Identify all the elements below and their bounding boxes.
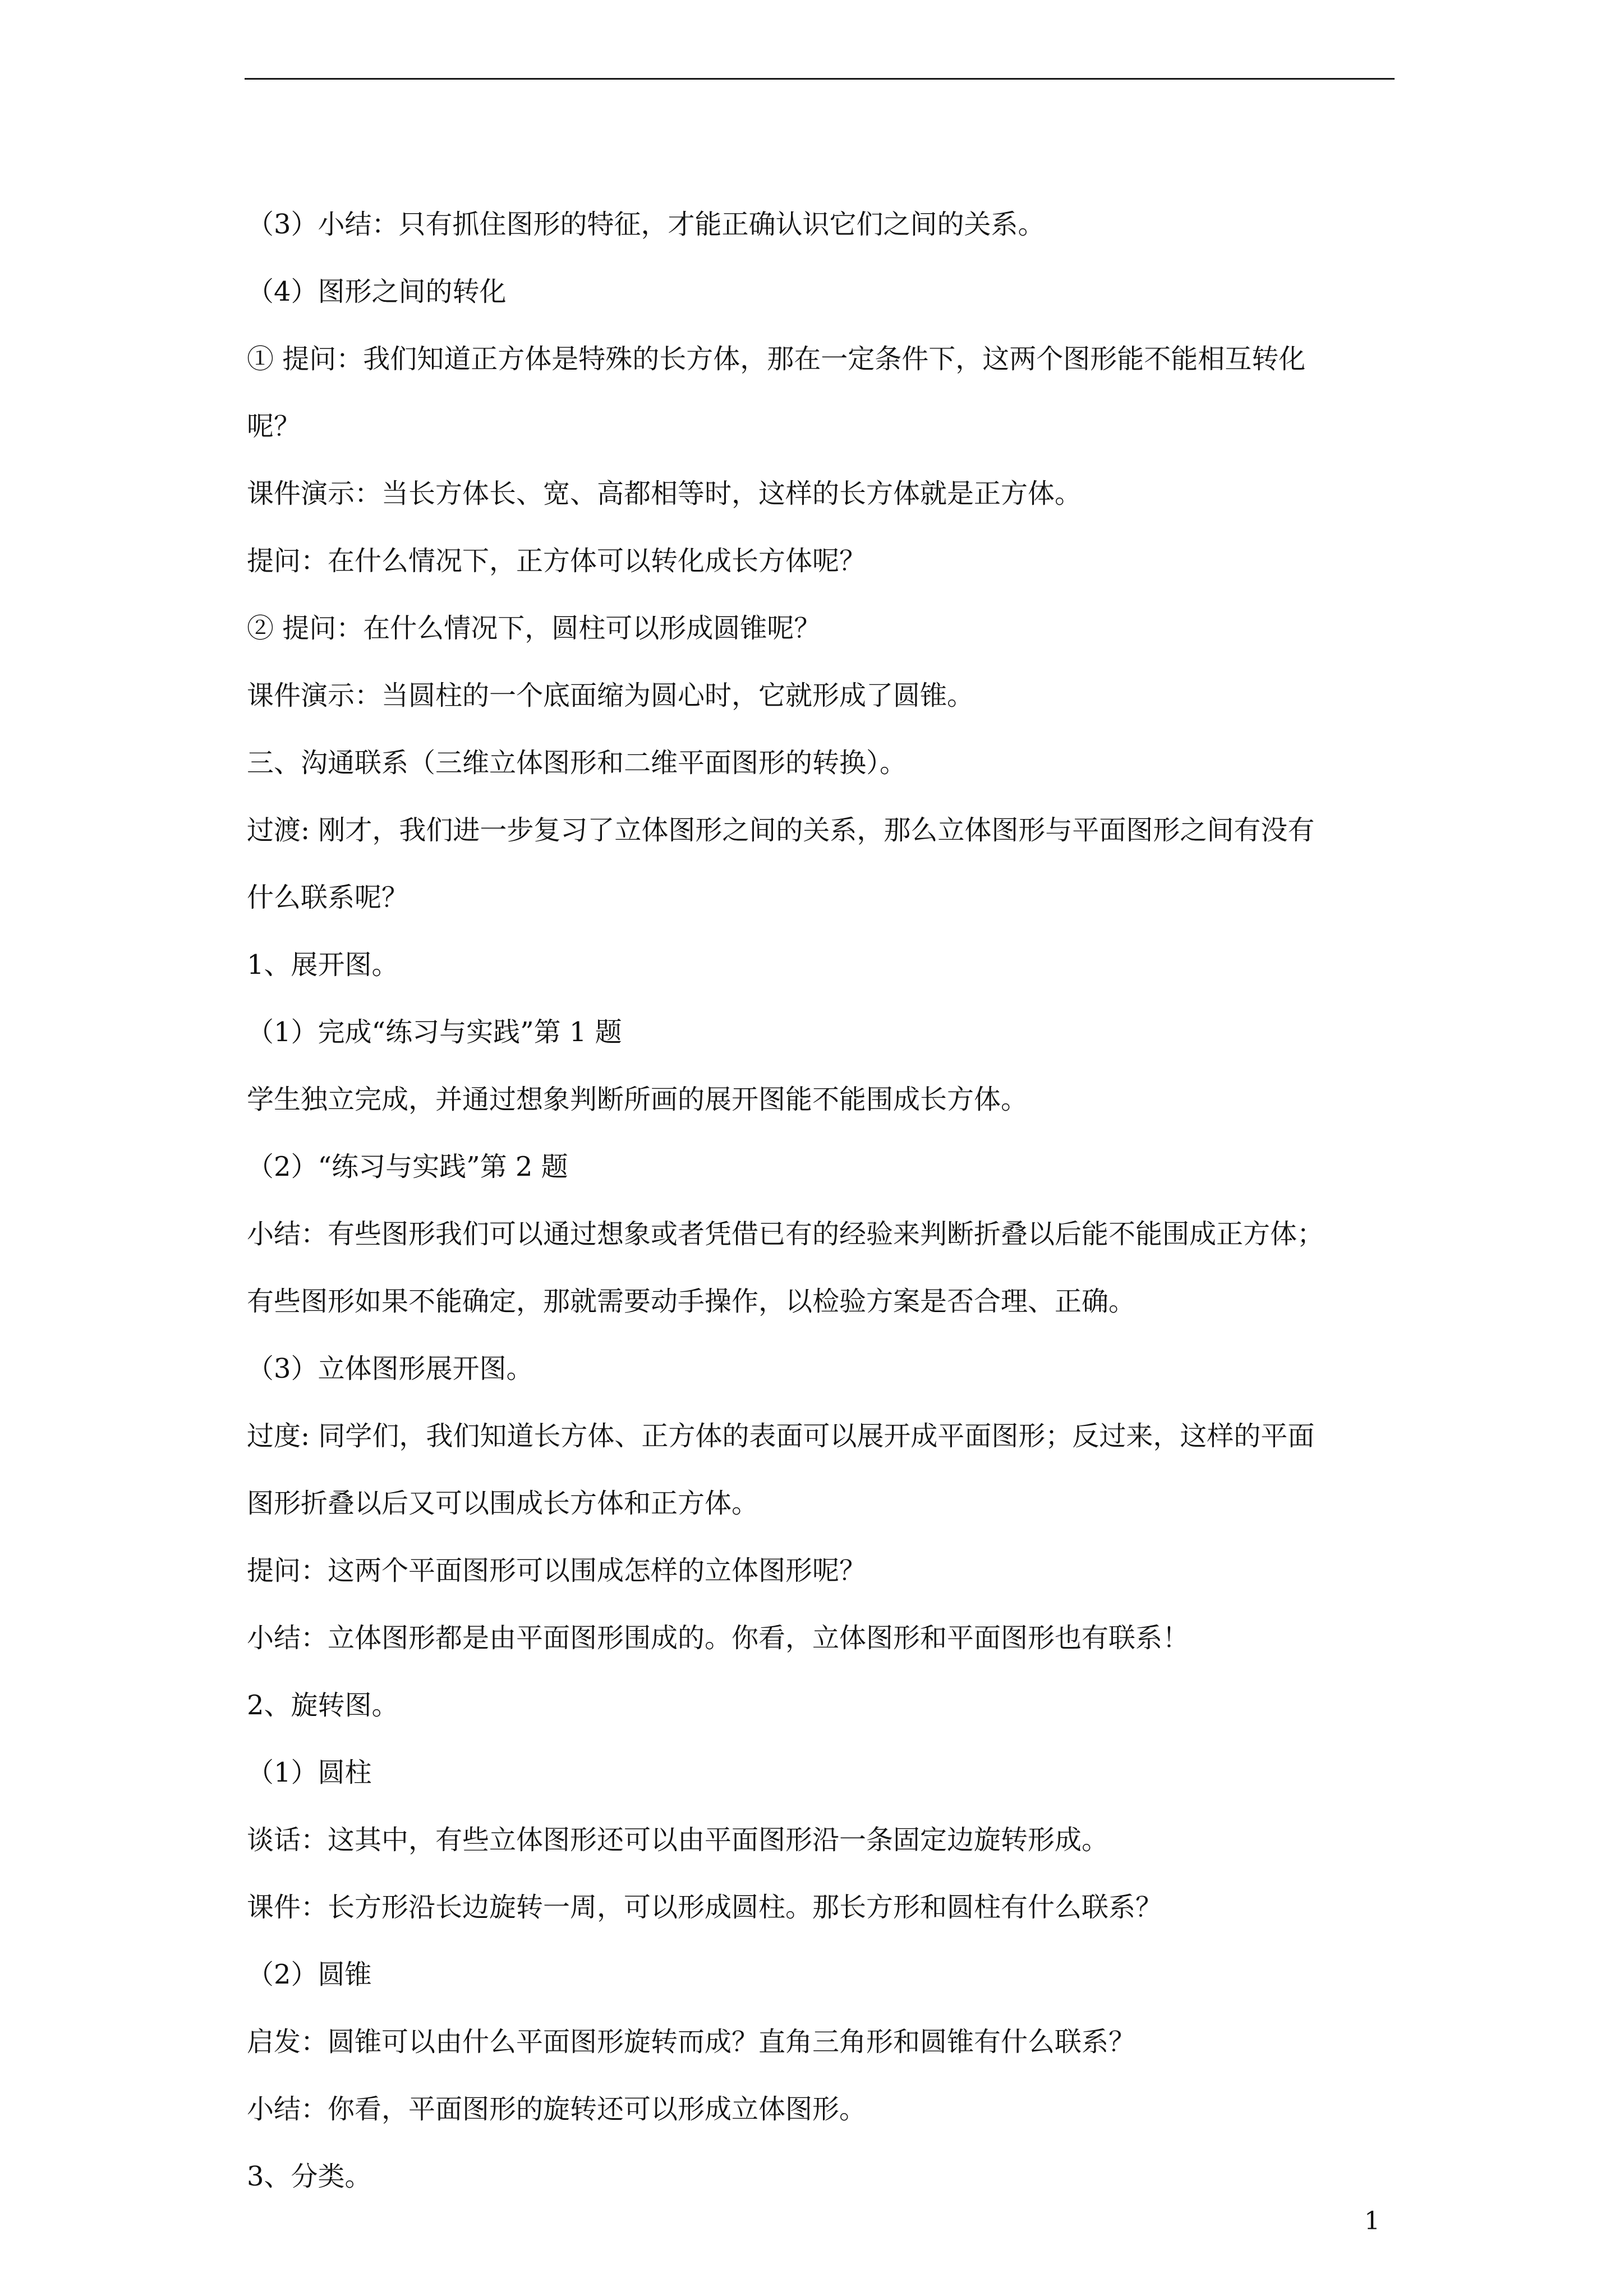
document-body (247, 208, 1397, 2227)
text-line: 小结：你看，平面图形的旋转还可以形成立体图形。 (247, 2093, 867, 2125)
subsection-heading: 1、展开图。 (247, 949, 399, 981)
page-number: 1 (1364, 2207, 1380, 2235)
header-rule (245, 78, 1395, 80)
subsection-heading: 3、分类。 (247, 2161, 372, 2192)
text-line: 什么联系呢？ (247, 882, 409, 913)
text-line: 提问：这两个平面图形可以围成怎样的立体图形呢？ (247, 1555, 867, 1586)
text-line: 过度: 同学们，我们知道长方体、正方体的表面可以展开成平面图形；反过来，这样的平面 (247, 1420, 1315, 1452)
text-line: ② 提问：在什么情况下，圆柱可以形成圆锥呢？ (247, 613, 821, 644)
text-line: 过渡: 刚才，我们进一步复习了立体图形之间的关系，那么立体图形与平面图形之间有没有 (247, 815, 1315, 846)
text-line: 课件演示：当圆柱的一个底面缩为圆心时，它就形成了圆锥。 (247, 680, 974, 711)
section-heading: 三、沟通联系（三维立体图形和二维平面图形的转换）。 (247, 747, 907, 779)
text-line: （3）小结：只有抓住图形的特征，才能正确认识它们之间的关系。 (247, 209, 1045, 240)
text-line: 小结：有些图形我们可以通过想象或者凭借已有的经验来判断折叠以后能不能围成正方体； (247, 1218, 1324, 1250)
text-line: （4）图形之间的转化 (247, 276, 507, 307)
text-line: 课件：长方形沿长边旋转一周，可以形成圆柱。那长方形和圆柱有什么联系？ (247, 1892, 1163, 1923)
text-line: （1）圆柱 (247, 1757, 372, 1788)
text-line: 启发：圆锥可以由什么平面图形旋转而成？直角三角形和圆锥有什么联系？ (247, 2026, 1136, 2058)
text-line: 提问：在什么情况下，正方体可以转化成长方体呢？ (247, 545, 867, 577)
text-line: （2）圆锥 (247, 1959, 372, 1990)
text-line: （1）完成“练习与实践”第 1 题 (247, 1016, 622, 1048)
text-line: ① 提问：我们知道正方体是特殊的长方体，那在一定条件下，这两个图形能不能相互转化 (247, 343, 1306, 375)
text-line: （2）“练习与实践”第 2 题 (247, 1151, 568, 1182)
text-line: 有些图形如果不能确定，那就需要动手操作，以检验方案是否合理、正确。 (247, 1286, 1136, 1317)
text-line: 谈话：这其中，有些立体图形还可以由平面图形沿一条固定边旋转形成。 (247, 1824, 1109, 1856)
text-line: 呢？ (247, 411, 301, 442)
text-line: 学生独立完成，并通过想象判断所画的展开图能不能围成长方体。 (247, 1084, 1028, 1115)
text-line: 小结：立体图形都是由平面图形围成的。你看，立体图形和平面图形也有联系！ (247, 1622, 1190, 1654)
text-line: 课件演示：当长方体长、宽、高都相等时，这样的长方体就是正方体。 (247, 478, 1082, 509)
subsection-heading: 2、旋转图。 (247, 1690, 399, 1721)
text-line: （3）立体图形展开图。 (247, 1353, 533, 1384)
text-line: 图形折叠以后又可以围成长方体和正方体。 (247, 1488, 759, 1519)
